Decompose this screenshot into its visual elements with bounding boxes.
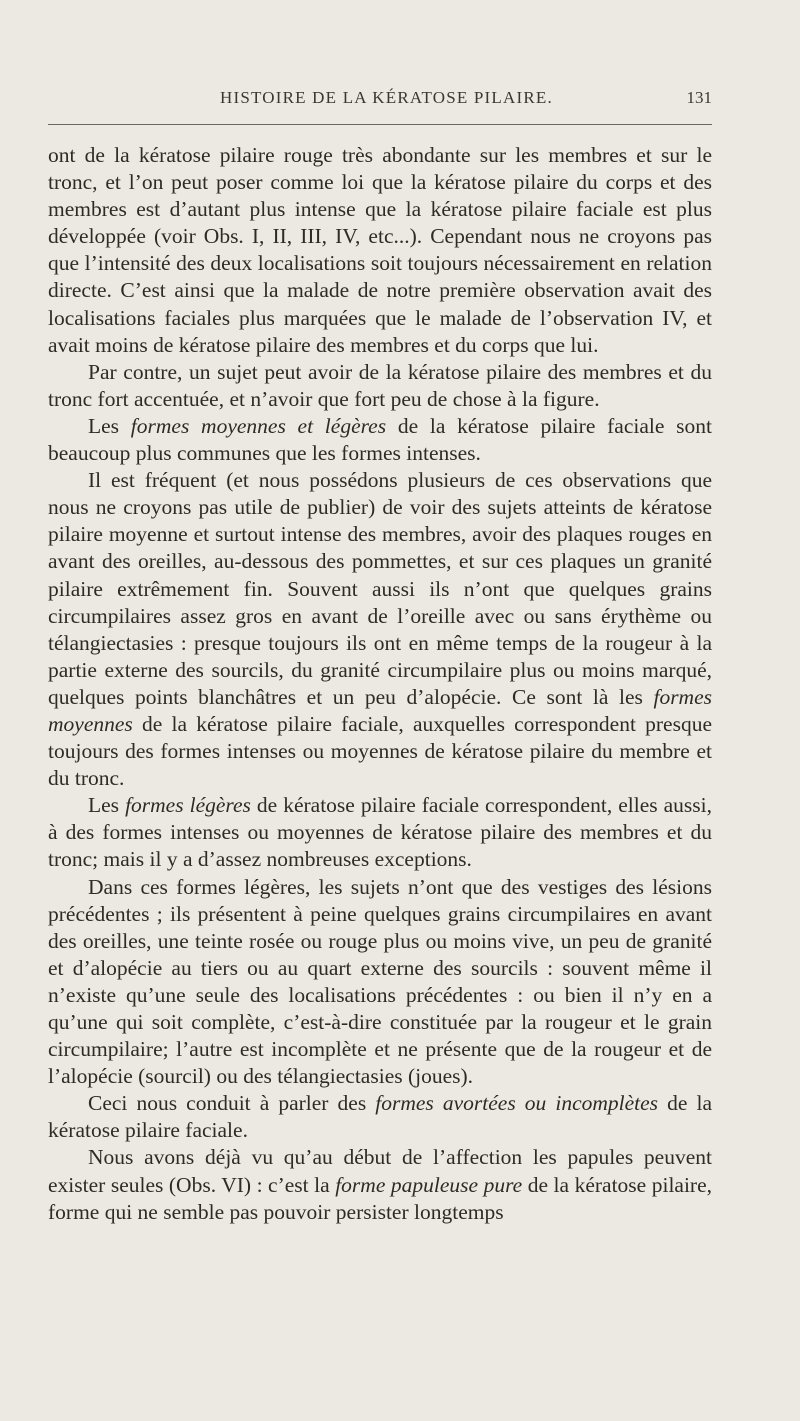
paragraph-text: de la kératose pilaire faciale sont beaucoup plus communes que les formes intenses. xyxy=(48,413,712,466)
paragraph-text: Ceci nous conduit à parler des xyxy=(88,1091,376,1116)
paragraph-1 xyxy=(48,142,712,359)
italic-term: formes légères xyxy=(125,793,251,818)
body-text xyxy=(48,142,712,1226)
header-rule xyxy=(48,124,712,125)
paragraph-8 xyxy=(48,1144,712,1225)
italic-term: forme papuleuse pure xyxy=(335,1172,523,1197)
paragraph-2 xyxy=(48,359,712,413)
paragraph-text: de kératose pilaire faciale correspondent, elles aussi, à des formes intenses ou moyennes de kératose pilaire des membres et du tronc; mais il y a d’assez nombreuses exceptions. xyxy=(48,793,712,872)
paragraph-text: Il est fréquent (et nous possédons plusieurs de ces observations que nous ne croyons pas utile de publier) de voir des sujets atteints de kératose pilaire moyenne et surtout intense des membres, avoir des plaques rouges en avant des oreilles, au-dessous des pommettes, et sur ces plaques un granité pilaire extrêmement fin. Souvent aussi ils n’ont que quelques grains circumpilaires assez gros en avant de l’oreille avec ou sans érythème ou télangiectasies : presque toujours ils ont en même temps de la rougeur à la partie externe des sourcils, du granité circumpilaire plus ou moins marqué, quelques points blanchâtres et un peu d’alopécie. Ce sont là les xyxy=(48,468,712,709)
paragraph-text: Les xyxy=(88,413,131,438)
paragraph-text: de la kératose pilaire, forme qui ne semble pas pouvoir persister longtemps xyxy=(48,1172,713,1224)
italic-term: formes avortées ou incomplètes xyxy=(375,1091,659,1116)
italic-term: formes moyennes xyxy=(48,684,712,736)
paragraph-6 xyxy=(48,874,712,1091)
running-title: HISTOIRE DE LA KÉRATOSE PILAIRE. xyxy=(220,88,553,107)
paragraph-text: de la kératose pilaire faciale. xyxy=(48,1091,712,1143)
paragraph-5 xyxy=(48,792,712,873)
page-number: 131 xyxy=(686,88,712,107)
paragraph-text: de la kératose pilaire faciale, auxquelles correspondent presque toujours des formes intenses ou moyennes de kératose pilaire du membre et du tronc. xyxy=(48,711,712,791)
paragraph-text: ont de la kératose pilaire rouge très abondante sur les membres et sur le tronc, et l’on peut poser comme loi que la kératose pilaire du corps et des membres est d’autant plus intense que la kératose pilaire faciale est plus développée (voir Obs. I, II, III, IV, etc...). Cependant nous ne croyons pas que l’intensité des deux localisations soit toujours nécessairement en relation directe. C’est ainsi que la malade de notre première observation avait des localisations faciales plus marquées que le malade de l’observation IV, et avait moins de kératose pilaire des membres et du corps que lui. xyxy=(48,143,712,357)
paragraph-4 xyxy=(48,467,712,792)
paragraph-text: Dans ces formes légères, les sujets n’ont que des vestiges des lésions précédentes ; ils présentent à peine quelques grains circumpilaires en avant des oreilles, une teinte rosée ou rouge plus ou moins vive, un peu de granité et d’alopécie au tiers ou au quart externe des sourcils : souvent même il n’existe qu’une seule des localisations précédentes : ou bien il n’y en a qu’une qui soit complète, c’est-à-dire constituée par la rougeur et le grain circumpilaire; l’autre est incomplète et ne présente que de la rougeur et de l’alopécie (sourcil) ou des télangiectasies (joues). xyxy=(48,874,712,1089)
paragraph-7 xyxy=(48,1090,712,1144)
paragraph-3 xyxy=(48,413,712,467)
paragraph-text: Par contre, un sujet peut avoir de la kératose pilaire des membres et du tronc fort accentuée, et n’avoir que fort peu de chose à la figure. xyxy=(48,359,712,411)
paragraph-text: Nous avons déjà vu qu’au début de l’affection les papules peuvent exister seules (Obs. VI) : c’est la xyxy=(48,1145,712,1197)
italic-term: formes moyennes et légères xyxy=(130,413,387,438)
paragraph-text: Les xyxy=(88,793,126,818)
